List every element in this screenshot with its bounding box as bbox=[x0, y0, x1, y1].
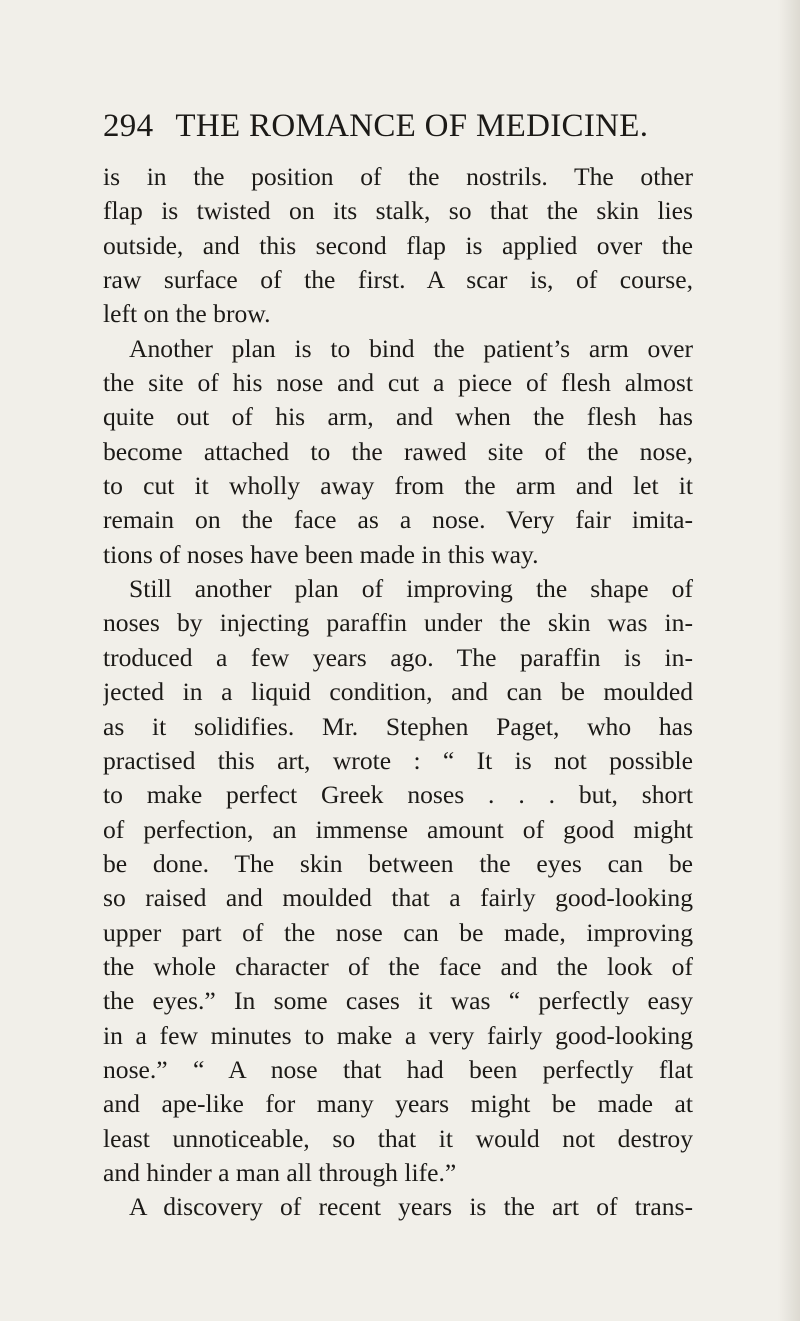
text-line: remain on the face as a nose. Very fair imita- bbox=[103, 505, 693, 535]
text-line: of perfection, an immense amount of good might bbox=[103, 814, 693, 844]
paragraph-start-line: Another plan is to bind the patient’s arm over bbox=[129, 333, 693, 363]
text-line: troduced a few years ago. The paraffin is in- bbox=[103, 642, 693, 672]
text-line: flap is twisted on its stalk, so that the skin lies bbox=[103, 196, 693, 226]
text-line: so raised and moulded that a fairly good-looking bbox=[103, 883, 693, 913]
text-line: outside, and this second flap is applied over the bbox=[103, 230, 693, 260]
text-line: the whole character of the face and the look of bbox=[103, 951, 693, 981]
text-line: tions of noses have been made in this way. bbox=[103, 539, 539, 569]
text-line: left on the brow. bbox=[103, 299, 271, 329]
text-line: to cut it wholly away from the arm and let it bbox=[103, 471, 693, 501]
text-line: least unnoticeable, so that it would not destroy bbox=[103, 1123, 693, 1153]
paragraph-start-line: A discovery of recent years is the art of trans- bbox=[129, 1192, 693, 1222]
text-line: raw surface of the first. A scar is, of course, bbox=[103, 265, 693, 295]
paragraph-start-line: Still another plan of improving the shape of bbox=[129, 574, 693, 604]
text-line: noses by injecting paraffin under the skin was in- bbox=[103, 608, 693, 638]
text-line: the eyes.” In some cases it was “ perfectly easy bbox=[103, 986, 693, 1016]
text-line: nose.” “ A nose that had been perfectly flat bbox=[103, 1054, 693, 1084]
text-line: to make perfect Greek noses . . . but, short bbox=[103, 780, 693, 810]
page-number: 294 bbox=[103, 108, 154, 144]
running-header bbox=[103, 103, 703, 149]
text-line: be done. The skin between the eyes can be bbox=[103, 848, 693, 878]
running-title: THE ROMANCE OF MEDICINE. bbox=[175, 108, 649, 144]
text-line: and hinder a man all through life.” bbox=[103, 1157, 457, 1187]
body-text bbox=[103, 160, 693, 1225]
page-edge-shadow bbox=[778, 0, 800, 1321]
text-line: in a few minutes to make a very fairly good-looking bbox=[103, 1020, 693, 1050]
text-line: the site of his nose and cut a piece of flesh almost bbox=[103, 368, 693, 398]
text-line: become attached to the rawed site of the nose, bbox=[103, 436, 693, 466]
text-line: as it solidifies. Mr. Stephen Paget, who has bbox=[103, 711, 693, 741]
text-line: quite out of his arm, and when the flesh has bbox=[103, 402, 693, 432]
text-line: is in the position of the nostrils. The other bbox=[103, 162, 693, 191]
text-line: practised this art, wrote : “ It is not possible bbox=[103, 745, 693, 775]
text-line: and ape-like for many years might be made at bbox=[103, 1089, 693, 1119]
text-line: jected in a liquid condition, and can be moulded bbox=[103, 677, 693, 707]
text-line: upper part of the nose can be made, improving bbox=[103, 917, 693, 947]
